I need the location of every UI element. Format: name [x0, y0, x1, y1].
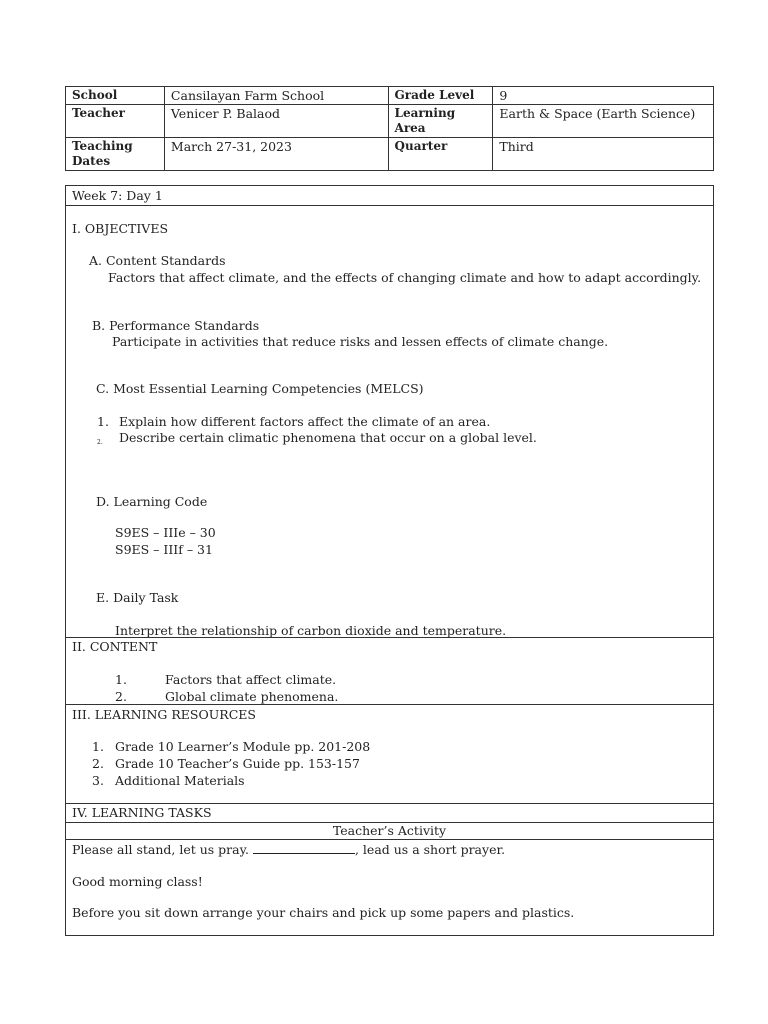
content-standards-title: A. Content Standards — [89, 253, 226, 268]
quarter-value: Third — [493, 138, 714, 171]
teachers-activity-header: Teacher’s Activity — [332, 823, 447, 838]
divider — [66, 205, 713, 206]
content-standards-text: Factors that affect climate, and the effects of changing climate and how to adapt accordingly. — [108, 270, 702, 285]
divider — [66, 704, 713, 705]
learning-area-label: Learning Area — [388, 105, 493, 138]
learning-code-2: S9ES – IIIf – 31 — [115, 542, 213, 557]
melcs-item-2-num: 2. — [97, 439, 103, 446]
teaching-dates-label — [66, 138, 165, 171]
learning-tasks-heading: IV. LEARNING TASKS — [72, 805, 212, 820]
grade-level-label: Grade Level — [388, 87, 493, 105]
melcs-item-1-text: Explain how different factors affect the climate of an area. — [119, 414, 491, 429]
melcs-item-2-text: Describe certain climatic phenomena that occur on a global level. — [119, 430, 537, 445]
quarter-label: Quarter — [388, 138, 493, 171]
objectives-heading: I. OBJECTIVES — [72, 221, 169, 236]
week-label: Week 7: Day 1 — [72, 188, 163, 203]
resources-heading: III. LEARNING RESOURCES — [72, 707, 256, 722]
greeting-line: Good morning class! — [72, 874, 203, 889]
header-row-teacher — [66, 105, 714, 138]
school-label: School — [66, 87, 165, 105]
content-item-2-text: Global climate phenomena. — [165, 689, 339, 704]
resource-item-3-num: 3. — [92, 773, 104, 788]
resource-item-2-num: 2. — [92, 756, 104, 771]
name-blank — [253, 841, 355, 854]
learning-area-value: Earth & Space (Earth Science) — [493, 105, 714, 138]
learning-code-title: D. Learning Code — [96, 494, 208, 509]
content-item-2-num: 2. — [115, 689, 127, 704]
melcs-item-1-num: 1. — [97, 414, 109, 429]
teaching-dates-value: March 27-31, 2023 — [164, 138, 388, 171]
daily-task-title: E. Daily Task — [96, 590, 179, 605]
melcs-title: C. Most Essential Learning Competencies (MELCS) — [96, 381, 424, 396]
resource-item-1-text: Grade 10 Learner’s Module pp. 201-208 — [115, 739, 371, 754]
resource-item-3-text: Additional Materials — [115, 773, 245, 788]
teaching-dates-label-line1: Teaching — [72, 139, 133, 153]
divider — [66, 803, 713, 804]
learning-code-1: S9ES – IIIe – 30 — [115, 525, 216, 540]
teaching-dates-label-line2: Dates — [72, 154, 111, 168]
teacher-value: Venicer P. Balaod — [164, 105, 388, 138]
resource-item-1-num: 1. — [92, 739, 104, 754]
performance-standards-title: B. Performance Standards — [92, 318, 260, 333]
divider — [66, 839, 713, 840]
divider — [66, 637, 713, 638]
content-item-1-num: 1. — [115, 672, 127, 687]
content-heading: II. CONTENT — [72, 639, 158, 654]
instruction-line: Before you sit down arrange your chairs and pick up some papers and plastics. — [72, 905, 575, 920]
header-row-dates — [66, 138, 714, 171]
grade-level-value: 9 — [493, 87, 714, 105]
school-value: Cansilayan Farm School — [164, 87, 388, 105]
prayer-line-end: , lead us a short prayer. — [354, 842, 506, 857]
content-item-1-text: Factors that affect climate. — [165, 672, 337, 687]
performance-standards-text: Participate in activities that reduce risks and lessen effects of climate change. — [112, 334, 609, 349]
lesson-plan — [65, 185, 714, 936]
teacher-label: Teacher — [66, 105, 165, 138]
daily-task-text: Interpret the relationship of carbon dioxide and temperature. — [115, 623, 507, 638]
header-row-school — [66, 87, 714, 105]
prayer-line — [72, 841, 505, 858]
resource-item-2-text: Grade 10 Teacher’s Guide pp. 153-157 — [115, 756, 360, 771]
header-table — [65, 86, 714, 171]
prayer-line-start: Please all stand, let us pray. — [72, 842, 249, 857]
